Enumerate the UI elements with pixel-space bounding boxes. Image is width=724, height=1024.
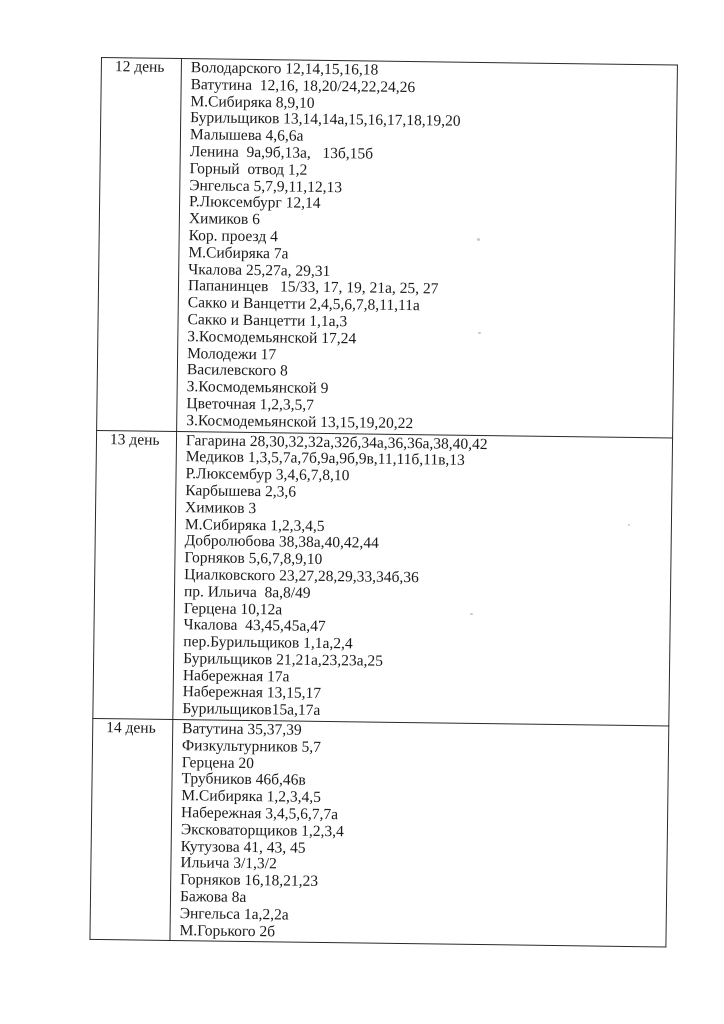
- address-line: Горняков 16,18,21,23: [180, 871, 319, 891]
- address-line: Ватутина 35,37,39: [182, 720, 302, 739]
- address-cell: [177, 59, 678, 438]
- address-line: Энгельса 5,7,9,11,12,13: [189, 176, 343, 196]
- address-line: Циалковского 23,27,28,29,33,34б,36: [184, 566, 419, 587]
- address-line: Химиков 3: [185, 498, 257, 517]
- address-line: З.Космодемьянской 9: [186, 378, 329, 398]
- address-line: пр. Ильича 8а,8/49: [183, 582, 311, 602]
- address-line: Чкалова 43,45,45а,47: [183, 616, 326, 636]
- address-line: Герцена 10,12а: [183, 599, 283, 618]
- address-line: З.Космодемьянской 17,24: [187, 327, 357, 348]
- address-line: Медиков 1,3,5,7а,7б,9а,9б,9в,11,11б,11в,13: [185, 448, 465, 470]
- address-line: Василевского 8: [186, 361, 288, 380]
- address-line: Молодежи 17: [187, 344, 277, 363]
- address-line: Набережная 13,15,17: [182, 683, 322, 703]
- table-row: [90, 719, 669, 948]
- scan-speck: [478, 332, 481, 334]
- schedule-table-body: [90, 58, 678, 948]
- address-line: Ильича 3/1,3/2: [180, 854, 277, 873]
- table-row: [97, 58, 678, 438]
- address-line: Сакко и Ванцетти 2,4,5,6,7,8,11,11а: [187, 294, 420, 315]
- address-cell: [173, 431, 673, 726]
- address-line: Горный отвод 1,2: [189, 159, 308, 179]
- address-line: Цветочная 1,2,3,5,7: [186, 395, 315, 414]
- address-line: Карбышева 2,3,6: [185, 482, 297, 501]
- day-cell: 12 день: [97, 58, 182, 432]
- address-line: Горняков 5,6,7,8,9,10: [184, 549, 323, 569]
- address-line: М.Сибиряка 1,2,3,4,5: [184, 515, 325, 535]
- address-line: Добролюбова 38,38а,40,42,44: [184, 532, 379, 552]
- address-line: Р.Люксембур 3,4,6,7,8,10: [185, 465, 350, 485]
- address-line: М.Сибиряка 8,9,10: [190, 92, 315, 112]
- scan-speck: [470, 613, 473, 615]
- address-line: Кор. проезд 4: [188, 227, 279, 246]
- address-line: Сакко и Ванцетти 1,1а,3: [187, 311, 348, 331]
- address-line: Эксковаторщиков 1,2,3,4: [180, 820, 344, 841]
- address-line: Папанинцев 15/33, 17, 19, 21а, 25, 27: [187, 277, 439, 298]
- address-line: Ленина 9а,9б,13а, 13б,15б: [189, 143, 374, 163]
- address-line: М.Горького 2б: [179, 921, 276, 940]
- address-line: Бурильщиков15а,17а: [182, 700, 321, 720]
- address-line: Энгельса 1а,2,2а: [179, 904, 289, 924]
- address-line: Малышева 4,6,6а: [189, 126, 304, 145]
- address-line: Кутузова 41, 43, 45: [180, 837, 306, 857]
- address-line: пер.Бурильщиков 1,1а,2,4: [183, 633, 353, 653]
- address-line: Гагарина 28,30,32,32а,32б,34а,36,36а,38,40,42: [185, 431, 488, 453]
- address-line: Р.Люксембург 12,14: [188, 193, 321, 213]
- address-line: Химиков 6: [188, 210, 261, 229]
- address-line: Набережная 17а: [182, 666, 290, 686]
- address-line: М.Сибиряка 7а: [188, 243, 289, 263]
- table-row: [93, 430, 673, 726]
- schedule-table: [89, 57, 678, 948]
- address-line: Ватутина 12,16, 18,20/24,22,24,26: [190, 75, 416, 96]
- address-line: Бажова 8а: [179, 888, 247, 907]
- address-line: Физкультурников 5,7: [181, 736, 322, 756]
- address-line: Герцена 20: [181, 753, 255, 772]
- address-line: Набережная 3,4,5,6,7,7а: [181, 804, 339, 824]
- address-line: Бурильщиков 13,14,14а,15,16,17,18,19,20: [190, 109, 461, 131]
- address-line: Володарского 12,14,15,16,18: [190, 59, 379, 79]
- address-line: Чкалова 25,27а, 29,31: [188, 260, 331, 280]
- address-line: Трубников 46б,46в: [181, 770, 306, 790]
- address-line: М.Сибиряка 1,2,3,4,5: [181, 787, 322, 807]
- day-cell: 14 день: [90, 719, 173, 941]
- scan-speck: [628, 524, 630, 526]
- address-line: З.Космодемьянской 13,15,19,20,22: [186, 411, 414, 432]
- scan-speck: [477, 238, 480, 241]
- day-cell: 13 день: [93, 430, 177, 720]
- address-cell: [170, 720, 669, 948]
- address-line: Бурильщиков 21,21а,23,23а,25: [183, 650, 384, 670]
